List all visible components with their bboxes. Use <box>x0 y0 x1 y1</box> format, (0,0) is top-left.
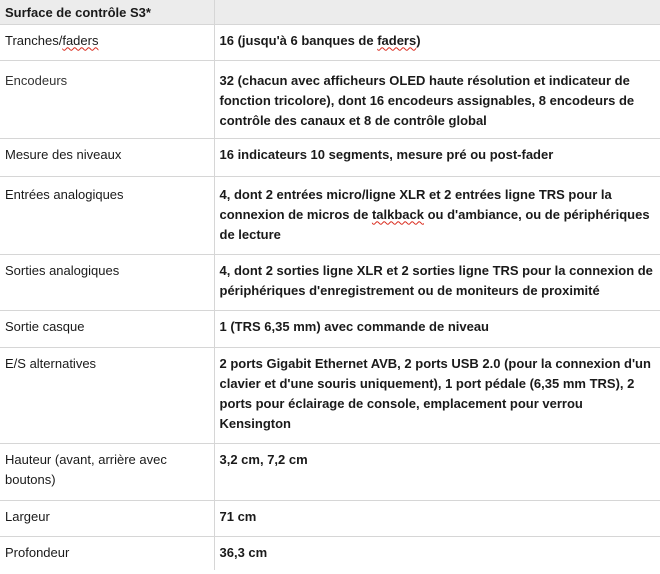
row-value: 16 indicateurs 10 segments, mesure pré ou post-fader <box>214 138 660 176</box>
row-label: Largeur <box>0 500 214 536</box>
row-label: Hauteur (avant, arrière avec boutons) <box>0 443 214 500</box>
row-label: Sorties analogiques <box>0 254 214 310</box>
table-row <box>0 443 660 500</box>
row-value <box>214 24 660 60</box>
table-row <box>0 24 660 60</box>
table-row <box>0 500 660 536</box>
row-label: E/S alternatives <box>0 347 214 443</box>
table-row <box>0 347 660 443</box>
row-label <box>0 24 214 60</box>
table-header-title: Surface de contrôle S3* <box>0 0 214 24</box>
row-label: Encodeurs <box>0 60 214 138</box>
row-label: Mesure des niveaux <box>0 138 214 176</box>
row-label: Sortie casque <box>0 310 214 347</box>
row-value: 2 ports Gigabit Ethernet AVB, 2 ports USB 2.0 (pour la connexion d'un clavier et d'une souris uniquement), 1 port pédale (6,35 mm TRS), 2 ports pour éclairage de console, emplacement pour verrou Kensington <box>214 347 660 443</box>
row-value: 1 (TRS 6,35 mm) avec commande de niveau <box>214 310 660 347</box>
table-row <box>0 60 660 138</box>
row-label: Entrées analogiques <box>0 176 214 254</box>
table-header-empty <box>214 0 660 24</box>
row-label: Profondeur <box>0 536 214 570</box>
row-value-text: 16 (jusqu'à 6 banques de faders) <box>219 32 421 48</box>
row-value: 71 cm <box>214 500 660 536</box>
row-label-text: Tranches/faders <box>5 32 99 48</box>
row-value: 36,3 cm <box>219 544 268 560</box>
table-row <box>0 536 660 570</box>
row-value: 3,2 cm, 7,2 cm <box>214 443 660 500</box>
table-row <box>0 310 660 347</box>
table-row <box>0 176 660 254</box>
table-row <box>0 254 660 310</box>
row-value: 4, dont 2 sorties ligne XLR et 2 sorties ligne TRS pour la connexion de périphériques d'enregistrement ou de moniteurs de proximité <box>214 254 660 310</box>
row-value: 4, dont 2 entrées micro/ligne XLR et 2 entrées ligne TRS pour la connexion de micros de talkback ou d'ambiance, ou de périphériques de lecture <box>214 176 660 254</box>
table-row <box>0 138 660 176</box>
table-header-row <box>0 0 660 24</box>
row-value: 32 (chacun avec afficheurs OLED haute résolution et indicateur de fonction tricolore), dont 16 encodeurs assignables, 8 encodeurs de contrôle des canaux et 8 de contrôle global <box>214 60 660 138</box>
